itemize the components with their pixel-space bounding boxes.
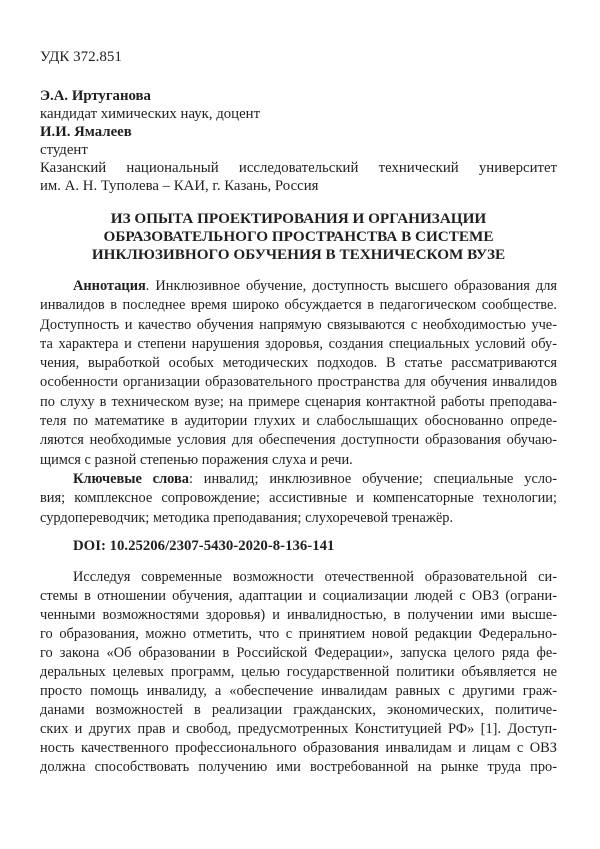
keywords-line xyxy=(40,470,557,489)
abstract-label: Аннотация xyxy=(73,278,146,294)
author-name-1: Э.А. Иртуганова xyxy=(40,88,151,104)
body-paragraph xyxy=(40,568,557,777)
abstract-paragraph xyxy=(40,277,557,470)
abstract-line: Доступность и качество обучения напрямую связываются с необходимостью уче- xyxy=(40,316,557,333)
author-role-2: студент xyxy=(40,142,88,158)
keywords-label: Ключевые слова xyxy=(73,470,189,487)
abstract-line: теля по математике в аудитории глухих и слабослышащих обоснованно опреде- xyxy=(40,413,557,430)
authors-block xyxy=(40,87,557,195)
abstract-line: ляются необходимые условия для обеспечения доступности образования обучаю- xyxy=(40,432,557,449)
abstract-line-text: . Инклюзивное обучение, доступность высшего образования для xyxy=(145,278,557,294)
abstract-line: инвалидов в последнее время широко обсуждается в педагогическом сообществе. xyxy=(40,297,557,314)
body-line: го образования, можно отметить, что с принятием новой редакции Федерально- xyxy=(40,626,557,643)
abstract-line xyxy=(40,277,557,296)
body-line: го закона «Об образовании в Российской Федерации», запуска целого ряда фе- xyxy=(40,645,557,662)
affiliation-line-2: им. А. Н. Туполева – КАИ, г. Казань, Россия xyxy=(40,178,319,194)
article-title-line-2: ОБРАЗОВАТЕЛЬНОГО ПРОСТРАНСТВА В СИСТЕМЕ xyxy=(103,228,494,245)
body-line: ность качественного профессионального образования инвалидам и лицам с ОВЗ xyxy=(40,740,557,757)
author-name-2: И.И. Ямалеев xyxy=(40,124,132,140)
body-line: должна способствовать получению ими востребованной на рынке труда про- xyxy=(40,759,557,776)
keywords-line: вия; комплексное сопровождение; ассистивные и компенсаторные технологии; xyxy=(40,490,557,507)
udc-number: УДК 372.851 xyxy=(40,49,122,65)
body-line: данами возможностей в реализации гражданских, экономических, политиче- xyxy=(40,702,557,719)
body-line: ченными возможностями здоровья) и инвалидностью, в получении ими высше- xyxy=(40,607,557,624)
doi-line: DOI: 10.25206/2307-5430-2020-8-136-141 xyxy=(73,537,335,554)
article-title-line-1: ИЗ ОПЫТА ПРОЕКТИРОВАНИЯ И ОРГАНИЗАЦИИ xyxy=(110,210,487,227)
affiliation-line-1: Казанский национальный исследовательский технический университет xyxy=(40,160,557,176)
article-title-line-3: ИНКЛЮЗИВНОГО ОБУЧЕНИЯ В ТЕХНИЧЕСКОМ ВУЗЕ xyxy=(91,246,506,263)
author-role-1: кандидат химических наук, доцент xyxy=(40,106,261,122)
keywords-line-text: : инвалид; инклюзивное обучение; специальные усло- xyxy=(188,470,557,487)
body-line: деральных целевых программ, целью государственной политики объявляется не xyxy=(40,664,557,681)
abstract-line: щимся с разной степенью поражения слуха и речи. xyxy=(40,451,353,468)
abstract-line: чения, выработкой особых методических подходов. В статье рассматриваются xyxy=(40,355,557,372)
abstract-line: та характера и степени нарушения здоровья, создания специальных условий обу- xyxy=(40,335,557,352)
body-line: просто помощь инвалиду, а «обеспечение инвалидам равных с другими граж- xyxy=(40,683,557,700)
body-line: Исследуя современные возможности отечественной образовательной си- xyxy=(73,569,557,586)
keywords-paragraph xyxy=(40,470,557,528)
abstract-line: особенности организации образовательного пространства для обучения инвалидов xyxy=(40,374,557,391)
body-line: ских и других прав и свобод, предусмотренных Конституцией РФ» [1]. Доступ- xyxy=(40,721,557,738)
body-line: стемы в отношении обучения, адаптации и социализации людей с ОВЗ (ограни- xyxy=(40,588,557,605)
article-title xyxy=(40,210,557,264)
abstract-line: по слуху в техническом вузе; на примере сценария контактной работы преподава- xyxy=(40,393,557,410)
keywords-line: сурдопереводчик; методика преподавания; слухоречевой тренажёр. xyxy=(40,509,454,526)
